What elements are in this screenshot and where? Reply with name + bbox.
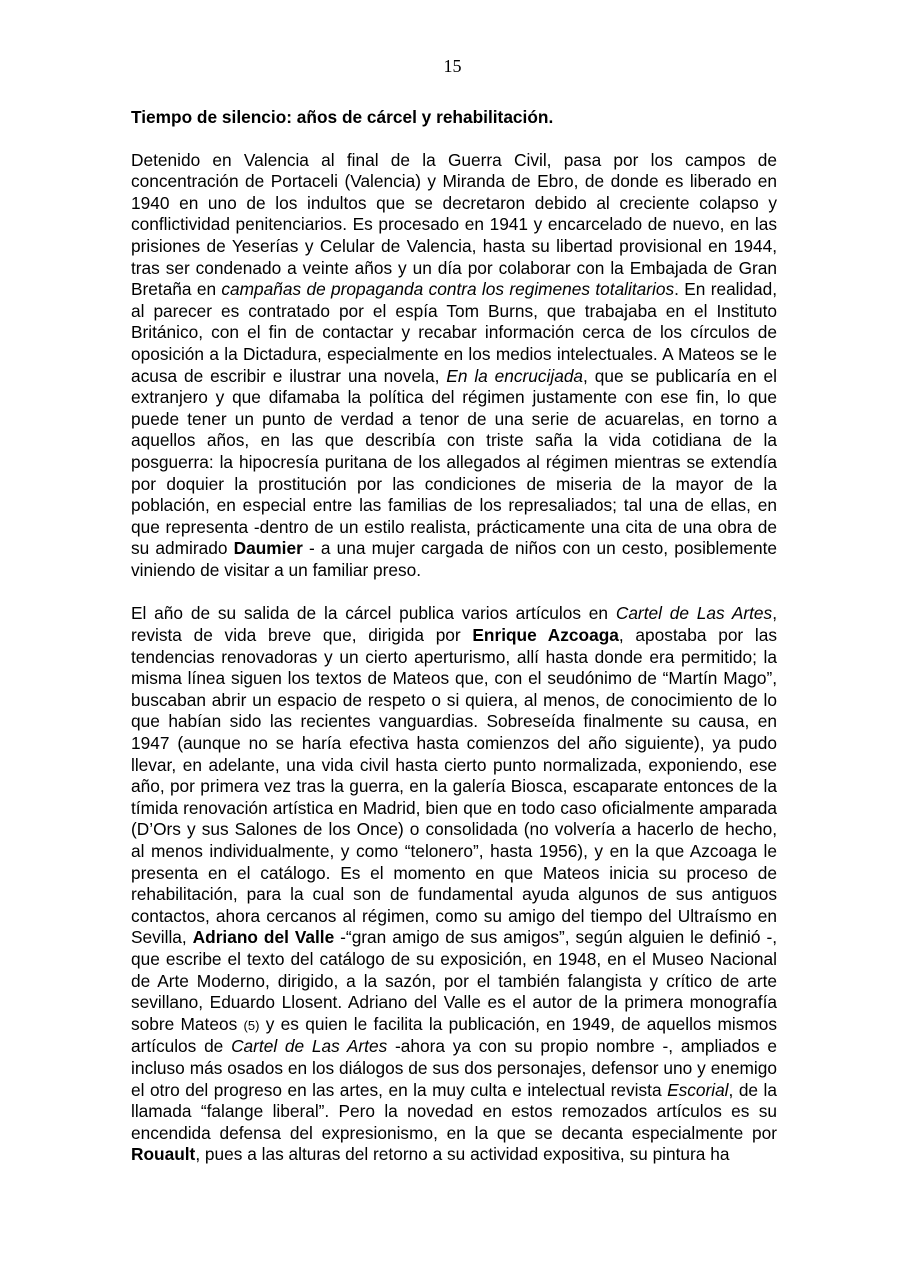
paragraph2-run: Enrique Azcoaga	[472, 625, 619, 646]
paragraph1-run: Detenido en Valencia al final de la Guerra Civil, pasa por los campos de concentración de Portaceli (Valencia) y Miranda de Ebro, de donde es liberado en 1940 en uno de los indultos que se decretaron debido al creciente colapso y conflictividad penitenciarios. Es procesado en 1941 y encarcelado de nuevo, en las prisiones de Yeserías y Celular de Valencia, hasta su libertad provisional en 1944, tras ser condenado a veinte años y un día por colaborar con la Embajada de Gran Bretaña en	[131, 149, 777, 300]
paragraph2-run: El año de su salida de la cárcel publica varios artículos en	[131, 603, 616, 624]
page-number: 15	[443, 56, 462, 76]
paragraph2-run: Cartel de Las Artes	[615, 603, 773, 624]
paragraph-1	[131, 150, 777, 582]
section-heading: Tiempo de silencio: años de cárcel y rehabilitación.	[131, 107, 554, 127]
paragraph1-run: campañas de propaganda contra los regimenes totalitarios	[221, 279, 675, 300]
paragraph1-run: - a una mujer cargada de niños con un cesto, posiblemente viniendo de visitar a un familiar preso.	[131, 538, 777, 580]
paragraph1-run: Daumier	[233, 538, 303, 559]
paragraph2-run: Escorial	[667, 1079, 729, 1100]
paragraph2-run: Cartel de Las Artes	[231, 1036, 388, 1057]
paragraph2-run: , revista de vida breve que, dirigida por	[131, 603, 777, 646]
paragraph2-run: , apostaba por las tendencias renovadoras y un cierto aperturismo, allí hasta donde era permitido; la misma línea siguen los textos de Mateos que, con el seudónimo de “Martín Mago”, buscaban abrir un espacio de respeto o si quiera, al menos, de conocimiento de lo que habían sido las recientes vanguardias. Sobreseída finalmente su causa, en 1947 (aunque no se haría efectiva hasta comienzos del año siguiente), ya pudo llevar, en adelante, una vida civil hasta cierto punto normalizada, exponiendo, ese año, por primera vez tras la guerra, en la galería Biosca, escaparate entonces de la tímida renovación artística en Madrid, bien que en todo caso oficialmente amparada (D’Ors y sus Salones de los Once) o consolidada (no volvería a hacerlo de hecho, al menos individualmente, y como “telonero”, hasta 1956), y en la que Azcoaga le presenta en el catálogo. Es el momento en que Mateos inicia su proceso de rehabilitación, para la cual son de fundamental ayuda algunos de sus antiguos contactos, ahora cercanos al régimen, como su amigo del tiempo del Ultraísmo en Sevilla,	[131, 625, 777, 948]
paragraph2-run: , pues a las alturas del retorno a su actividad expositiva, su pintura ha	[195, 1144, 730, 1165]
paragraph2-run: , de la llamada “falange liberal”. Pero la novedad en estos remozados artículos es su encendida defensa del expresionismo, en la que se decanta especialmente por	[131, 1079, 777, 1143]
document-body	[131, 107, 777, 1188]
paragraph2-run: -ahora ya con su propio nombre -, ampliados e incluso más osados en los diálogos de sus dos personajes, defensor uno y enemigo el otro del progreso en las artes, en la muy culta e intelectual revista	[131, 1036, 777, 1100]
paragraph2-run: -“gran amigo de sus amigos”, según alguien le definió -, que escribe el texto del catálogo de su exposición, en 1948, en el Museo Nacional de Arte Moderno, dirigido, a la sazón, por el también falangista y crítico de arte sevillano, Eduardo Llosent. Adriano del Valle es el autor de la primera monografía sobre Mateos	[131, 927, 778, 1034]
paragraph2-run: y es quien le facilita la publicación, en 1949, de aquellos mismos artículos de	[131, 1013, 777, 1057]
paragraph2-run: Rouault	[131, 1144, 196, 1165]
paragraph1-run: , que se publicaría en el extranjero y que difamaba la política del régimen justamente con ese fin, lo que puede tener un punto de verdad a tenor de una serie de acuarelas, en torno a aquellos años, en las que describía con triste saña la vida cotidiana de la posguerra: la hipocresía puritana de los allegados al régimen mientras se extendía por doquier la prostitución por las condiciones de miseria de la mayor de la población, en especial entre las familias de los represaliados; tal una de ellas, en que representa -dentro de un estilo realista, prácticamente una cita de una obra de su admirado	[131, 365, 777, 559]
paragraph-2	[131, 603, 777, 1165]
paragraph2-run: Adriano del Valle	[192, 927, 335, 948]
paragraph1-run: . En realidad, al parecer es contratado por el espía Tom Burns, que trabajaba en el Instituto Británico, con el fin de contactar y recabar información cerca de los círculos de oposición a la Dictadura, especialmente en los medios intelectuales. A Mateos se le acusa de escribir e ilustrar una novela,	[131, 279, 777, 386]
paragraph2-run: (5)	[243, 1017, 260, 1033]
paragraph1-run: En la encrucijada	[446, 365, 584, 386]
